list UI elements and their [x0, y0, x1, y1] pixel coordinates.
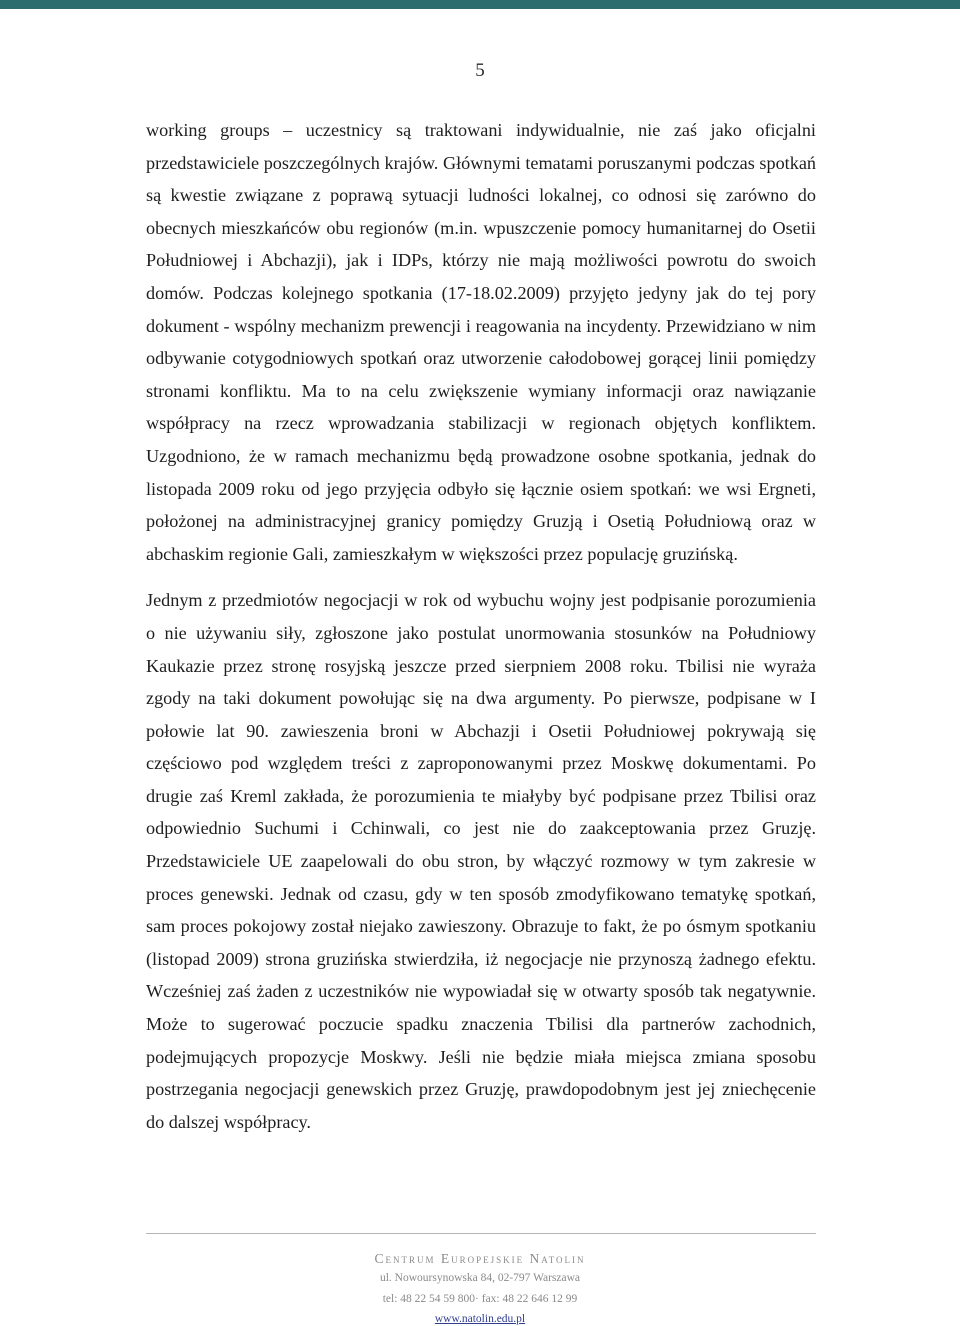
footer-address: ul. Nowoursynowska 84, 02-797 Warszawa	[379, 1272, 581, 1284]
footer-organization: Centrum Europejskie Natolin	[374, 1251, 586, 1266]
footer-divider	[146, 1233, 816, 1234]
paragraph-2: Jednym z przedmiotów negocjacji w rok od wybuchu wojny jest podpisanie porozumienia o nie używaniu siły, zgłoszone jako postulat unormowania stosunków na Południowy Kaukazie przez stronę rosyjską jeszcze przed sierpniem 2008 roku. Tbilisi nie wyraża zgody na taki dokument powołując się na dwa argumenty. Po pierwsze, podpisane w I połowie lat 90. zawieszenia broni w Abchazji i Osetii Południowej pokrywają się częściowo pod względem treści z zaproponowanymi przez Moskwę dokumentami. Po drugie zaś Kreml zakłada, że porozumienia te miałyby być podpisane przez Tbilisi oraz odpowiednio Suchumi i Cchinwali, co jest nie do zaakceptowania przez Gruzję. Przedstawiciele UE zaapelowali do obu stron, by włączyć rozmowy w tym zakresie w proces genewski. Jednak od czasu, gdy w ten sposób zmodyfikowano tematykę spotkań, sam proces pokojowy został niejako zawieszony. Obrazuje to fakt, że po ósmym spotkaniu (listopad 2009) strona gruzińska stwierdziła, iż negocjacje nie przynoszą żadnego efektu. Wcześniej zaś żaden z uczestników nie wypowiadał się w otwarty sposób tak negatywnie. Może to sugerować poczucie spadku znaczenia Tbilisi dla partnerów zachodnich, podejmujących propozycje Moskwy. Jeśli nie będzie miała miejsca zmiana sposobu postrzegania negocjacji genewskich przez Gruzję, prawdopodobnym jest jej zniechęcenie do dalszej współpracy.	[146, 590, 816, 1132]
document-body	[146, 114, 816, 1138]
footer-website-link[interactable]: www.natolin.edu.pl	[434, 1313, 526, 1325]
page-number: 5	[475, 60, 485, 81]
top-color-band	[0, 0, 960, 9]
paragraph-1: working groups – uczestnicy są traktowani indywidualnie, nie zaś jako oficjalni przedstawiciele poszczególnych krajów. Głównymi tematami poruszanymi podczas spotkań są kwestie związane z poprawą sytuacji ludności lokalnej, co odnosi się zarówno do obecnych mieszkańców obu regionów (m.in. wpuszczenie pomocy humanitarnej do Osetii Południowej i Abchazji), jak i IDPs, którzy nie mają możliwości powrotu do swoich domów. Podczas kolejnego spotkania (17-18.02.2009) przyjęto jedyny jak do tej pory dokument - wspólny mechanizm prewencji i reagowania na incydenty. Przewidziano w nim odbywanie cotygodniowych spotkań oraz utworzenie całodobowej gorącej linii pomiędzy stronami konfliktu. Ma to na celu zwiększenie wymiany informacji oraz nawiązanie współpracy na rzecz wprowadzania stabilizacji w regionach objętych konfliktem. Uzgodniono, że w ramach mechanizmu będą prowadzone osobne spotkania, jednak do listopada 2009 roku od jego przyjęcia odbyło się łącznie osiem spotkań: we wsi Ergneti, położonej na administracyjnej granicy pomiędzy Gruzją i Osetią Południową oraz w abchaskim regionie Gali, zamieszkałym w większości przez populację gruzińską.	[146, 120, 816, 564]
footer-phone-fax: tel: 48 22 54 59 800· fax: 48 22 646 12 99	[382, 1293, 578, 1305]
